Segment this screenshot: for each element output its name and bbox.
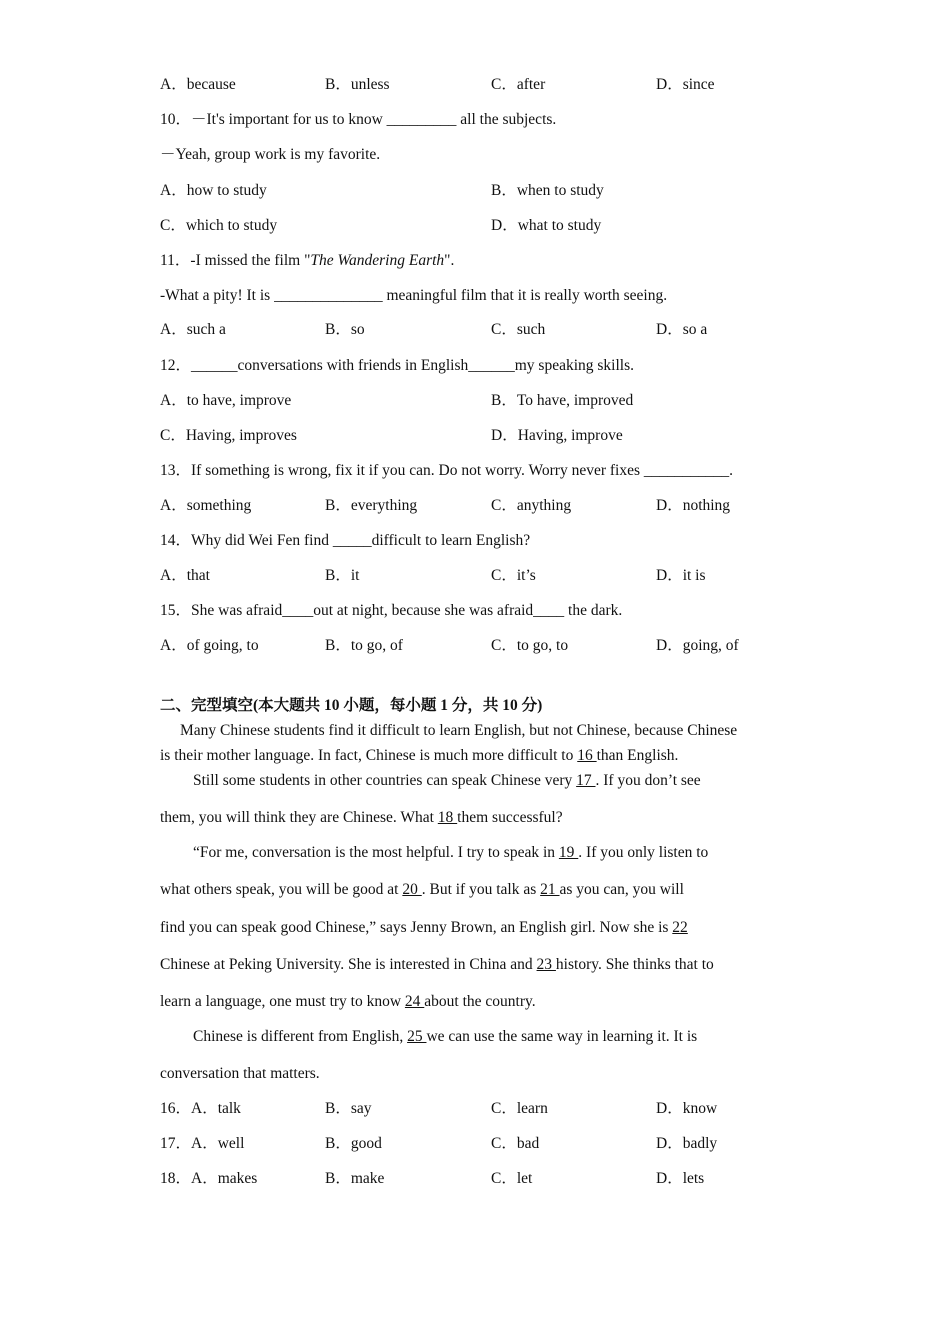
blank-23: 23 [536, 956, 556, 973]
q10-reply: －Yeah, group work is my favorite. [160, 146, 381, 163]
blank-22: 22 [672, 919, 688, 936]
film-title: The Wandering Earth [310, 252, 445, 269]
blank-21: 21 [540, 881, 560, 898]
option-a: A．because [160, 76, 236, 93]
option-b: B．everything [325, 497, 418, 514]
section-heading: 二、完型填空(本大题共 10 小题，每小题 1 分，共 10 分) [160, 697, 543, 714]
passage-text: find you can speak good Chinese,” says Jenny Brown, an English girl. Now she is [160, 919, 673, 936]
q11-reply: -What a pity! It is ______________ meaningful film that it is really worth seeing. [160, 287, 668, 304]
passage-text: “For me, conversation is the most helpful. I try to speak in [193, 844, 559, 861]
option-c: C．Having, improves [160, 427, 297, 444]
option-d: D．know [656, 1100, 718, 1117]
blank-18: 18 [437, 809, 458, 826]
option-b: B．make [325, 1170, 385, 1187]
passage-text: what others speak, you will be good at [160, 881, 403, 898]
option-a: A．to have, improve [160, 392, 292, 409]
passage-line [193, 843, 708, 863]
blank-24: 24 [404, 993, 425, 1010]
q11-stem [160, 251, 454, 271]
option-d: D．what to study [491, 217, 602, 234]
q11-stem-suffix: ". [444, 252, 455, 269]
option-a: A．how to study [160, 182, 267, 199]
option-b: B．it [325, 567, 360, 584]
option-c: C．such [491, 321, 546, 338]
option-a: A．such a [160, 321, 226, 338]
passage-text: as you can, you will [559, 881, 684, 898]
passage-line [193, 771, 701, 791]
passage-text: learn a language, one must try to know [160, 993, 405, 1010]
option-c: C．bad [491, 1135, 540, 1152]
passage-text: them, you will think they are Chinese. What [160, 809, 438, 826]
passage-text: than English. [596, 747, 679, 764]
option-d: D．lets [656, 1170, 705, 1187]
passage-text: Chinese is different from English, [193, 1028, 408, 1045]
option-b: B．unless [325, 76, 390, 93]
option-a: A．that [160, 567, 210, 584]
q11-stem-prefix: 11．-I missed the film " [160, 252, 311, 269]
option-c: C．let [491, 1170, 533, 1187]
q13-stem: 13．If something is wrong, fix it if you can. Do not worry. Worry never fixes ___________. [160, 462, 734, 479]
passage-text: . If you don’t see [595, 772, 701, 789]
passage-line [160, 746, 678, 766]
option-b: B．say [325, 1100, 372, 1117]
passage-text: we can use the same way in learning it. It is [426, 1028, 698, 1045]
blank-19: 19 [558, 844, 579, 861]
passage-line [160, 918, 688, 938]
option-d: D．badly [656, 1135, 718, 1152]
option-b: B．to go, of [325, 637, 403, 654]
option-d: D．so a [656, 321, 708, 338]
option-a: A．of going, to [160, 637, 259, 654]
passage-text: history. She thinks that to [555, 956, 714, 973]
passage-line [160, 880, 684, 900]
option-a: 18．A．makes [160, 1170, 258, 1187]
blank-17: 17 [576, 772, 596, 789]
option-c: C．after [491, 76, 546, 93]
blank-20: 20 [402, 881, 422, 898]
blank-25: 25 [407, 1028, 427, 1045]
option-a: 17．A．well [160, 1135, 245, 1152]
option-c: C．to go, to [491, 637, 569, 654]
passage-line: conversation that matters. [160, 1065, 320, 1082]
passage-line [160, 992, 536, 1012]
option-b: B．when to study [491, 182, 604, 199]
passage-text: . But if you talk as [421, 881, 541, 898]
option-c: C．which to study [160, 217, 278, 234]
option-d: D．it is [656, 567, 706, 584]
option-c: C．anything [491, 497, 572, 514]
option-d: D．Having, improve [491, 427, 623, 444]
q12-stem: 12．______conversations with friends in English______my speaking skills. [160, 357, 635, 374]
option-d: D．nothing [656, 497, 731, 514]
blank-16: 16 [577, 747, 597, 764]
passage-text: them successful? [457, 809, 563, 826]
option-b: B．good [325, 1135, 382, 1152]
passage-line [193, 1027, 697, 1047]
passage-text: . If you only listen to [578, 844, 709, 861]
passage-line: Many Chinese students find it difficult to learn English, but not Chinese, because Chinese [180, 722, 738, 739]
passage-text: about the country. [424, 993, 536, 1010]
option-a: 16．A．talk [160, 1100, 241, 1117]
option-d: D．since [656, 76, 715, 93]
q15-stem: 15．She was afraid____out at night, because she was afraid____ the dark. [160, 602, 623, 619]
option-a: A．something [160, 497, 252, 514]
q10-stem: 10．－It's important for us to know _________ all the subjects. [160, 111, 557, 128]
option-b: B．To have, improved [491, 392, 634, 409]
passage-text: Chinese at Peking University. She is interested in China and [160, 956, 537, 973]
passage-line [160, 955, 714, 975]
option-d: D．going, of [656, 637, 739, 654]
option-b: B．so [325, 321, 365, 338]
passage-line [160, 808, 563, 828]
option-c: C．it’s [491, 567, 536, 584]
passage-text: Still some students in other countries can speak Chinese very [193, 772, 577, 789]
passage-text: is their mother language. In fact, Chinese is much more difficult to [160, 747, 578, 764]
option-c: C．learn [491, 1100, 548, 1117]
q14-stem: 14．Why did Wei Fen find _____difficult to learn English? [160, 532, 531, 549]
